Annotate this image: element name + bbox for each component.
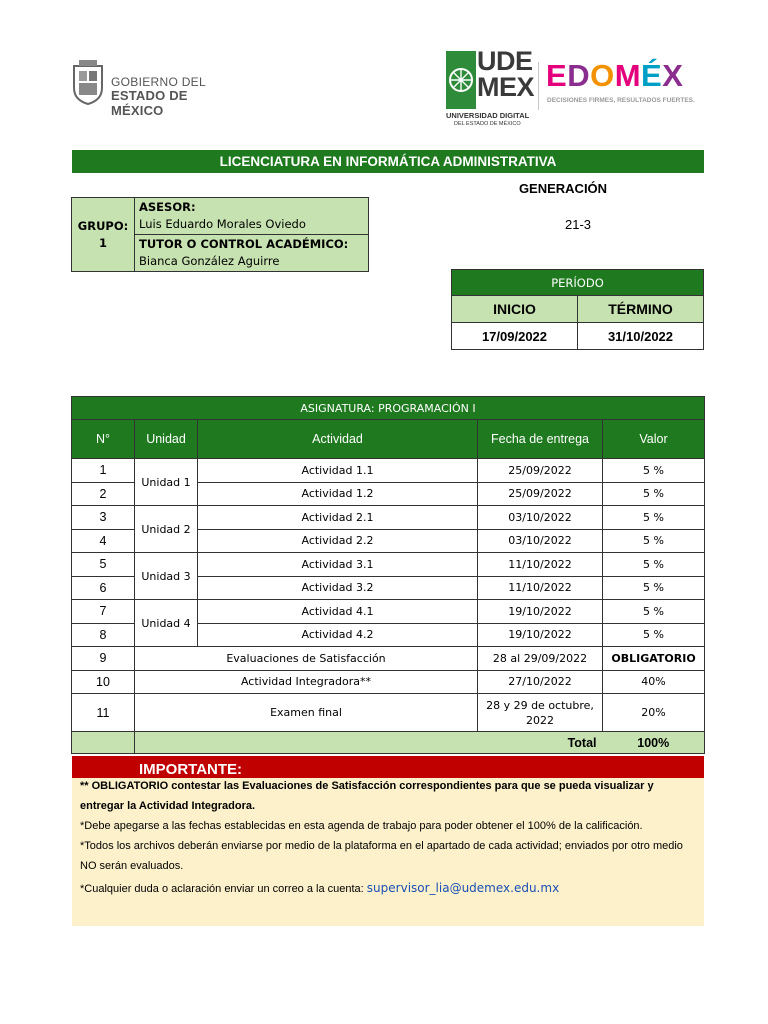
important-notes bbox=[72, 778, 704, 926]
due-date: 03/10/2022 bbox=[478, 529, 603, 553]
activity-name: Actividad 1.1 bbox=[198, 459, 478, 483]
table-row bbox=[72, 553, 705, 577]
activity-value: 40% bbox=[603, 670, 705, 694]
total-label: Total bbox=[135, 732, 603, 754]
header-actividad: Actividad bbox=[198, 420, 478, 459]
unit-label: Unidad 2 bbox=[135, 506, 198, 553]
row-number: 11 bbox=[72, 694, 135, 732]
activity-value: 5 % bbox=[603, 576, 705, 600]
header-unidad: Unidad bbox=[135, 420, 198, 459]
note-obligatorio: ** OBLIGATORIO contestar las Evaluaciones de Satisfacción correspondientes para que se pueda visualizar y entregar la Actividad Integradora. bbox=[80, 780, 654, 812]
activity-name: Actividad 1.2 bbox=[198, 482, 478, 506]
edomex-wordmark bbox=[546, 58, 683, 94]
activity-name: Actividad 2.2 bbox=[198, 529, 478, 553]
logo-divider bbox=[538, 62, 539, 110]
activity-name: Actividad 4.2 bbox=[198, 623, 478, 647]
due-date: 11/10/2022 bbox=[478, 576, 603, 600]
due-date: 28 al 29/09/2022 bbox=[478, 647, 603, 671]
grupo-cell bbox=[72, 198, 135, 272]
inicio-date: 17/09/2022 bbox=[452, 323, 578, 350]
activity-value: 5 % bbox=[603, 529, 705, 553]
activity-name: Actividad 4.1 bbox=[198, 600, 478, 624]
generacion-label: GENERACIÓN bbox=[518, 181, 608, 196]
activity-value: 5 % bbox=[603, 623, 705, 647]
row-number: 10 bbox=[72, 670, 135, 694]
tutor-label: TUTOR O CONTROL ACADÉMICO: bbox=[139, 237, 349, 251]
due-date: 25/09/2022 bbox=[478, 459, 603, 483]
row-number: 2 bbox=[72, 482, 135, 506]
note-fechas: *Debe apegarse a las fechas establecidas en esta agenda de trabajo para poder obtener el 100% de la calificación. bbox=[80, 820, 643, 832]
activity-value: 5 % bbox=[603, 553, 705, 577]
table-row bbox=[72, 647, 705, 671]
tutor-name: Bianca González Aguirre bbox=[139, 254, 280, 268]
row-number: 5 bbox=[72, 553, 135, 577]
activity-value: 20% bbox=[603, 694, 705, 732]
activity-value: OBLIGATORIO bbox=[603, 647, 705, 671]
activity-name: Actividad 3.2 bbox=[198, 576, 478, 600]
periodo-label: PERÍODO bbox=[452, 270, 704, 296]
gobierno-line1: GOBIERNO DEL bbox=[111, 75, 206, 89]
generacion-value: 21-3 bbox=[564, 217, 592, 232]
activity-value: 5 % bbox=[603, 506, 705, 530]
row-number: 9 bbox=[72, 647, 135, 671]
activity-name: Actividad 3.1 bbox=[198, 553, 478, 577]
total-spacer bbox=[72, 732, 135, 754]
grupo-box bbox=[71, 197, 369, 272]
note-archivos: *Todos los archivos deberán enviarse por medio de la plataforma en el apartado de cada actividad; enviados por otro medio NO serán evaluados. bbox=[80, 840, 683, 872]
schedule-table bbox=[71, 396, 705, 754]
row-number: 1 bbox=[72, 459, 135, 483]
activity-value: 5 % bbox=[603, 459, 705, 483]
tutor-cell bbox=[135, 235, 369, 272]
header-number: N° bbox=[72, 420, 135, 459]
note-contacto bbox=[80, 878, 696, 899]
activity-name: Actividad Integradora** bbox=[135, 670, 478, 694]
asesor-cell bbox=[135, 198, 369, 235]
row-number: 8 bbox=[72, 623, 135, 647]
unit-label: Unidad 3 bbox=[135, 553, 198, 600]
udemex-globe-icon bbox=[446, 51, 476, 109]
table-row bbox=[72, 670, 705, 694]
note-contacto-text: *Cualquier duda o aclaración enviar un correo a la cuenta: bbox=[80, 883, 364, 895]
grupo-label: GRUPO: bbox=[77, 218, 129, 233]
edomex-logo bbox=[546, 58, 696, 108]
edomex-word: EDOMÉX bbox=[546, 58, 684, 93]
termino-label: TÉRMINO bbox=[578, 296, 704, 323]
due-date: 25/09/2022 bbox=[478, 482, 603, 506]
activity-name: Examen final bbox=[135, 694, 478, 732]
udemex-wordmark bbox=[477, 48, 534, 100]
udemex-word-top: UDE bbox=[477, 46, 533, 76]
udemex-word-bottom: MEX bbox=[477, 72, 535, 102]
asesor-label: ASESOR: bbox=[139, 200, 196, 214]
row-number: 3 bbox=[72, 506, 135, 530]
subject-title: ASIGNATURA: PROGRAMACIÓN I bbox=[72, 397, 705, 420]
unit-label: Unidad 4 bbox=[135, 600, 198, 647]
activity-name: Evaluaciones de Satisfacción bbox=[135, 647, 478, 671]
gobierno-logo bbox=[70, 58, 240, 118]
important-heading: IMPORTANTE: bbox=[139, 761, 243, 778]
due-date: 27/10/2022 bbox=[478, 670, 603, 694]
inicio-label: INICIO bbox=[452, 296, 578, 323]
periodo-box bbox=[451, 269, 704, 350]
due-date: 11/10/2022 bbox=[478, 553, 603, 577]
asesor-name: Luis Eduardo Morales Oviedo bbox=[139, 217, 306, 231]
unit-label: Unidad 1 bbox=[135, 459, 198, 506]
activity-value: 5 % bbox=[603, 600, 705, 624]
row-number: 6 bbox=[72, 576, 135, 600]
support-email-link[interactable]: supervisor_lia@udemex.edu.mx bbox=[366, 881, 560, 895]
udemex-subtitle: UNIVERSIDAD DIGITAL bbox=[446, 111, 530, 120]
edomex-tagline: DECISIONES FIRMES, RESULTADOS FUERTES. bbox=[547, 97, 695, 104]
table-row bbox=[72, 459, 705, 483]
table-row bbox=[72, 694, 705, 732]
header-fecha: Fecha de entrega bbox=[478, 420, 603, 459]
udemex-logo bbox=[444, 48, 540, 130]
grupo-number: 1 bbox=[98, 235, 107, 250]
due-date: 28 y 29 de octubre, 2022 bbox=[478, 694, 603, 732]
table-row bbox=[72, 600, 705, 624]
due-date: 19/10/2022 bbox=[478, 623, 603, 647]
udemex-subtitle-2: DEL ESTADO DE MÉXICO bbox=[454, 121, 521, 127]
row-number: 7 bbox=[72, 600, 135, 624]
coat-of-arms-icon bbox=[70, 58, 106, 106]
header-valor: Valor bbox=[603, 420, 705, 459]
row-number: 4 bbox=[72, 529, 135, 553]
termino-date: 31/10/2022 bbox=[578, 323, 704, 350]
important-banner bbox=[72, 756, 704, 778]
activity-value: 5 % bbox=[603, 482, 705, 506]
due-date: 19/10/2022 bbox=[478, 600, 603, 624]
table-row bbox=[72, 506, 705, 530]
due-date: 03/10/2022 bbox=[478, 506, 603, 530]
total-row bbox=[72, 732, 705, 754]
gobierno-line2: ESTADO DE MÉXICO bbox=[111, 88, 188, 118]
total-value: 100% bbox=[603, 732, 705, 754]
program-title: LICENCIATURA EN INFORMÁTICA ADMINISTRATIVA bbox=[72, 150, 704, 173]
activity-name: Actividad 2.1 bbox=[198, 506, 478, 530]
